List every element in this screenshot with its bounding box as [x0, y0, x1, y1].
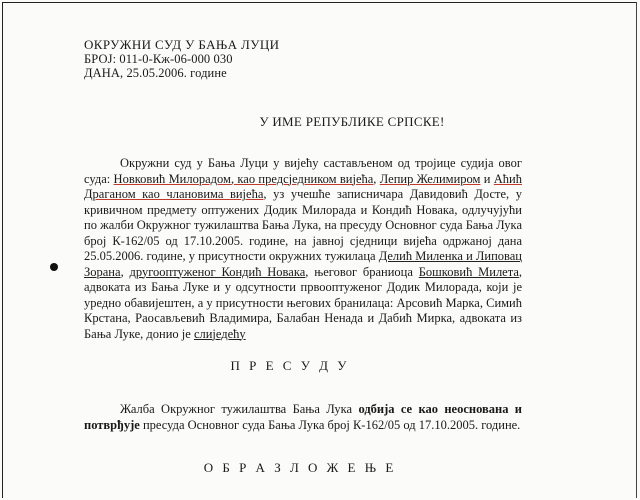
- intro-text: ,: [120, 264, 130, 279]
- second-accused: другооптуженог Кондић Новака: [129, 264, 306, 279]
- intro-text: , уз учешће записничара Давидовић Досте, у кривичном предмету оптужених Додик Милорада и Кондић Новака, одлучујући по жалби Окружног тужилаштва Бања Лука, на пресуду Основног суда Бања Лука број К-162/05 од 17.10.2005. године, на јавној сједници вијећа одржаној дана 25.05.2006. године, у присутности окружних тужилаца: [84, 187, 522, 263]
- document-header: [84, 38, 279, 80]
- judge-member: Аћић Драганом као члановима вијећа: [84, 171, 522, 201]
- intro-text: Окружни суд у Бања Луци у вијећу састављеном од тројице судија овог суда:: [84, 156, 522, 186]
- intro-text: и: [480, 171, 494, 186]
- verdict-heading-text: П Р Е С У Д У: [230, 358, 350, 373]
- closing-word: слиједећу: [193, 326, 246, 341]
- court-name: ОКРУЖНИ СУД У БАЊА ЛУЦИ: [84, 37, 280, 52]
- judgment-paragraph: [84, 402, 522, 433]
- case-number: БРОЈ: 011-0-Кж-06-000 030: [84, 52, 233, 66]
- intro-paragraph: [84, 156, 522, 342]
- document-date: ДАНА, 25.05.2006. године: [84, 66, 227, 80]
- intro-text: , адвоката из Бања Луке и у одсутности првооптуженог Додик Милорада, који је уредно обавијештен, а у присутности његових бранилаца: Арсовић Марка, Симић Крстана, Раосављевић Владимира, Балабан Ненада и Дабић Мирка, адвоката из Бања Луке, донио је: [84, 264, 523, 341]
- punch-hole-mark: [50, 263, 58, 271]
- intro-text: , његовог браниоца: [305, 264, 419, 279]
- judgment-decision: одбија се као неоснована и потврђује: [84, 402, 523, 432]
- scan-border-top: [2, 2, 636, 3]
- title-text: У ИМЕ РЕПУБЛИКЕ СРПСКЕ!: [259, 114, 445, 129]
- judge-president: Новковић Милорадом, као предсједником вијећа: [113, 171, 374, 186]
- document-title: [0, 114, 640, 130]
- intro-text: ,: [373, 171, 380, 186]
- defender: Бошковић Милета: [418, 264, 519, 279]
- reasoning-heading: [0, 460, 640, 476]
- judgment-text: Жалба Окружног тужилаштва Бања Лука: [120, 402, 359, 416]
- judgment-text: пресуда Основног суда Бања Лука број К-162/05 од 17.10.2005. године.: [139, 417, 521, 432]
- verdict-heading: [0, 358, 640, 374]
- judge-member: Лепир Желимиром: [379, 171, 481, 186]
- prosecutors: Делић Миленка и Липовац Зорана: [84, 249, 522, 279]
- scan-border-left: [2, 2, 3, 498]
- reasoning-heading-text: О Б Р А З Л О Ж Е Њ Е: [203, 460, 397, 475]
- scan-border-right: [636, 2, 637, 498]
